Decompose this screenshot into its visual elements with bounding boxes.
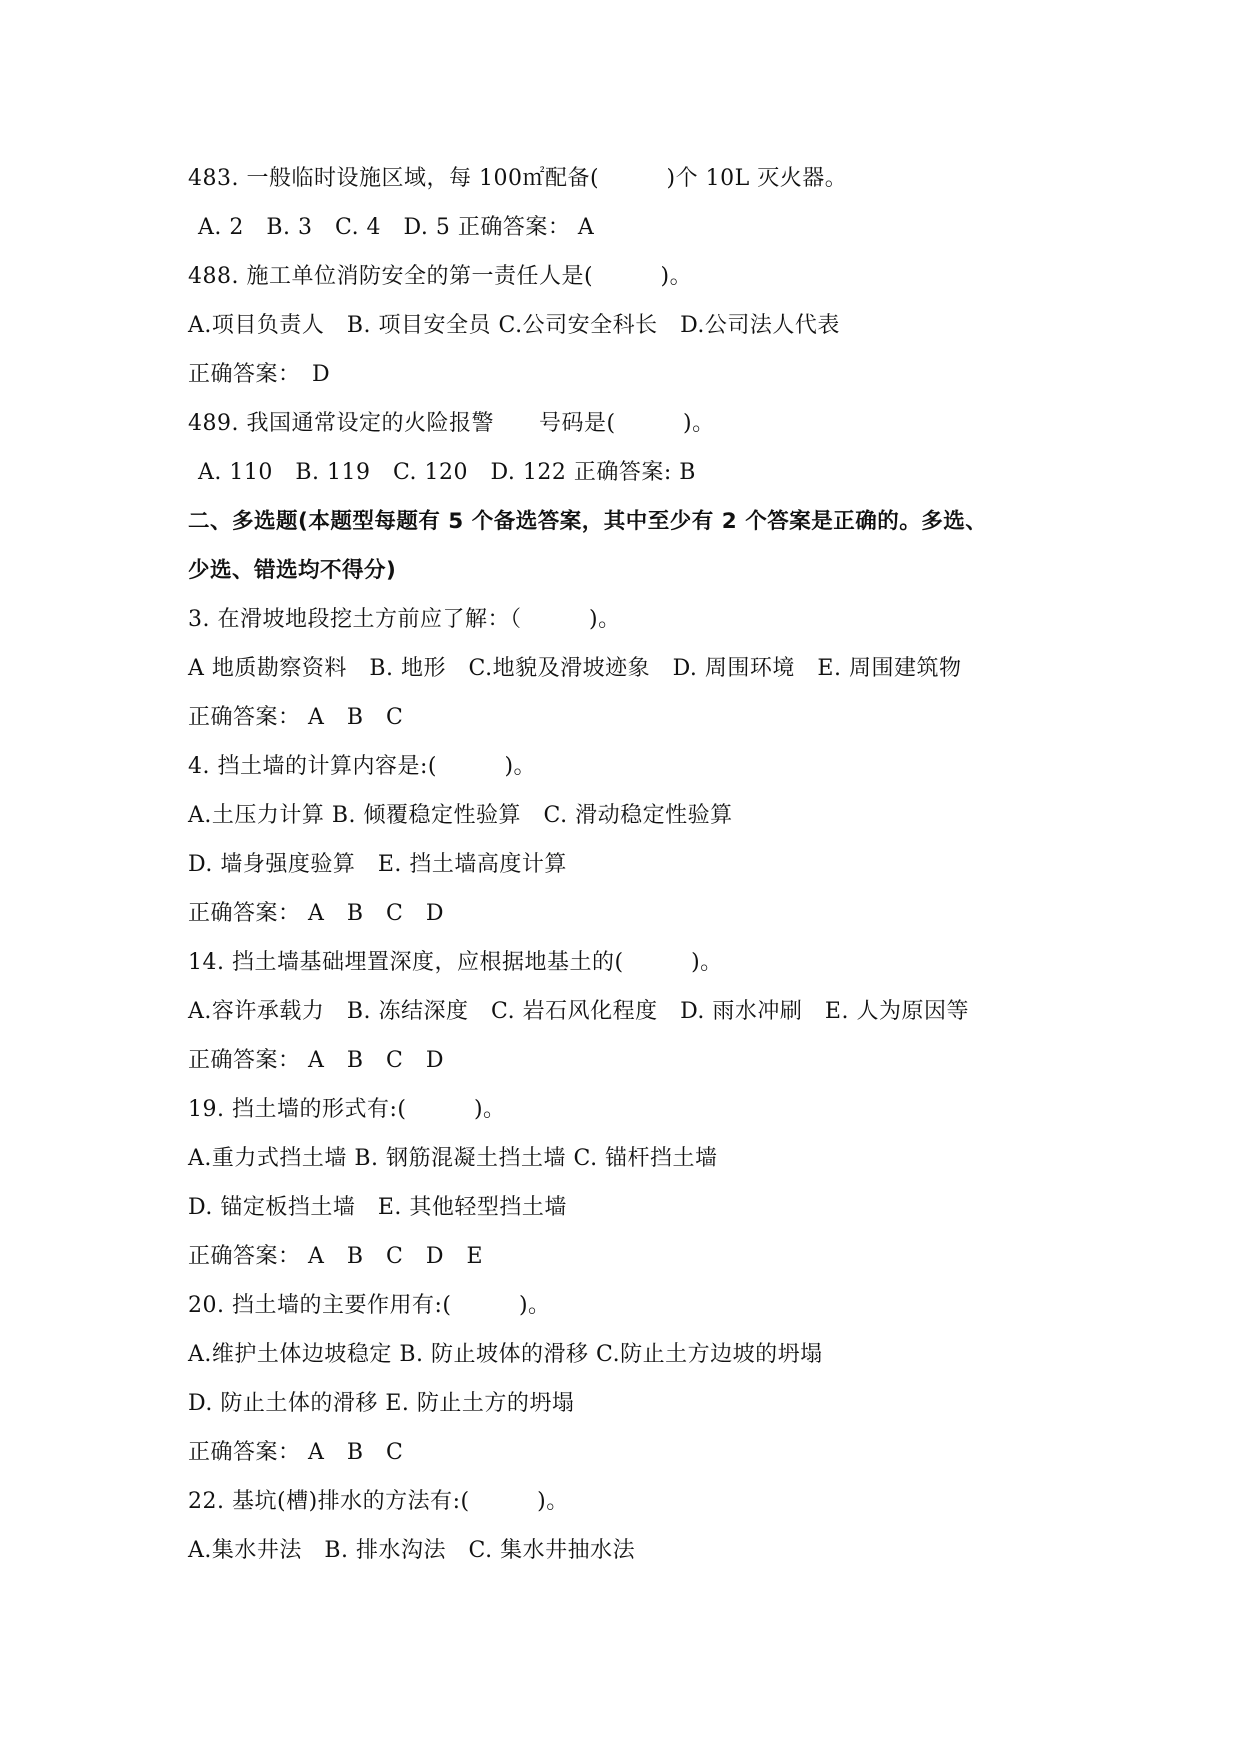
answer-4: 正确答案： A B C D [188, 901, 445, 926]
question-19: 19. 挡土墙的形式有:( )。 [188, 1097, 506, 1122]
question-3: 3. 在滑坡地段挖土方前应了解：（ )。 [188, 607, 621, 632]
question-22: 22. 基坑(槽)排水的方法有:( )。 [188, 1489, 569, 1514]
answer-488: 正确答案： D [188, 362, 331, 387]
question-483: 483. 一般临时设施区域，每 100㎡配备( )个 10L 灭火器。 [188, 166, 848, 191]
question-488: 488. 施工单位消防安全的第一责任人是( )。 [188, 264, 693, 289]
options-4-line-2: D. 墙身强度验算 E. 挡土墙高度计算 [188, 852, 567, 877]
document-body [188, 154, 1088, 1575]
options-19-line-2: D. 锚定板挡土墙 E. 其他轻型挡土墙 [188, 1195, 567, 1220]
options-4-line-1: A.土压力计算 B. 倾覆稳定性验算 C. 滑动稳定性验算 [188, 803, 733, 828]
answer-14: 正确答案： A B C D [188, 1048, 445, 1073]
options-3: A 地质勘察资料 B. 地形 C.地貌及滑坡迹象 D. 周围环境 E. 周围建筑物 [188, 656, 962, 681]
question-489: 489. 我国通常设定的火险报警 号码是( )。 [188, 411, 715, 436]
options-483-with-answer: A. 2 B. 3 C. 4 D. 5 正确答案： A [198, 215, 595, 240]
question-14: 14. 挡土墙基础埋置深度，应根据地基土的( )。 [188, 950, 723, 975]
answer-19: 正确答案： A B C D E [188, 1244, 484, 1269]
options-20-line-1: A.维护土体边坡稳定 B. 防止坡体的滑移 C.防止土方边坡的坍塌 [188, 1342, 823, 1367]
question-4: 4. 挡土墙的计算内容是:( )。 [188, 754, 537, 779]
answer-20: 正确答案： A B C [188, 1440, 404, 1465]
options-19-line-1: A.重力式挡土墙 B. 钢筋混凝土挡土墙 C. 锚杆挡土墙 [188, 1146, 718, 1171]
options-488: A.项目负责人 B. 项目安全员 C.公司安全科长 D.公司法人代表 [188, 313, 840, 338]
section-heading-multiple-choice: 二、多选题(本题型每题有 5 个备选答案，其中至少有 2 个答案是正确的。多选、 [188, 509, 988, 534]
options-14: A.容许承载力 B. 冻结深度 C. 岩石风化程度 D. 雨水冲刷 E. 人为原因等 [188, 999, 969, 1024]
options-22: A.集水井法 B. 排水沟法 C. 集水井抽水法 [188, 1538, 636, 1563]
options-489-with-answer: A. 110 B. 119 C. 120 D. 122 正确答案: B [198, 460, 696, 485]
section-heading-continuation: 少选、错选均不得分) [188, 558, 397, 583]
options-20-line-2: D. 防止土体的滑移 E. 防止土方的坍塌 [188, 1391, 575, 1416]
answer-3: 正确答案： A B C [188, 705, 404, 730]
question-20: 20. 挡土墙的主要作用有:( )。 [188, 1293, 551, 1318]
